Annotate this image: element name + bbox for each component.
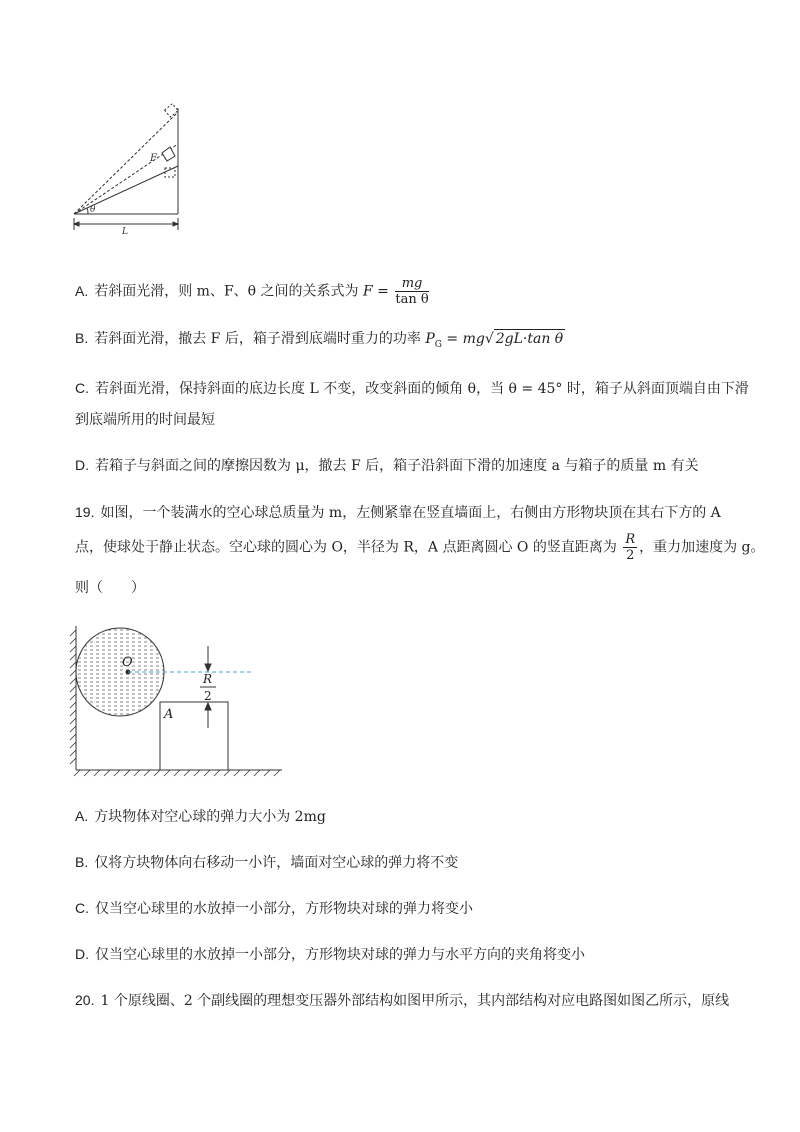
label-theta: θ (90, 205, 96, 215)
option-19-D: D. 仅当空心球里的水放掉一小部分，方形物块对球的弹力与水平方向的夹角将变小 (75, 946, 585, 963)
question-20-line1: 20. 1 个原线圈、2 个副线圈的理想变压器外部结构如图甲所示，其内部结构对应电路图如图乙所示，原线 (75, 992, 730, 1009)
label-F: F (150, 153, 157, 164)
option-18-A: A. 若斜面光滑，则 m、F、θ 之间的关系式为 F = $\frac{mg}{\text{tan θ}}$ (75, 276, 429, 307)
label-O: O (122, 655, 133, 670)
question-19-line3: 则（ ） (75, 580, 145, 596)
incline-figure (66, 100, 196, 240)
option-18-B: B. 若斜面光滑，撤去 F 后，箱子滑到底端时重力的功率 $P_G = mg√$ 2gL·tan θ (75, 330, 564, 350)
label-R: R (203, 672, 213, 686)
option-19-C: C. 仅当空心球里的水放掉一小部分，方形物块对球的弹力将变小 (75, 900, 473, 917)
formula-fraction: $\frac{mg}{\text{tan θ}}$ (395, 276, 429, 307)
label-A: A (164, 707, 174, 722)
option-19-A: A. 方块物体对空心球的弹力大小为 2mg (75, 808, 326, 825)
option-18-C-line1: C. 若斜面光滑，保持斜面的底边长度 L 不变，改变斜面的倾角 θ，当 θ = 45° 时，箱子从斜面顶端自由下滑 (75, 380, 749, 397)
sqrt-sign: √ (484, 331, 494, 347)
option-18-D: D. 若箱子与斜面之间的摩擦因数为 μ，撤去 F 后，箱子沿斜面下滑的加速度 a 与箱子的质量 m 有关 (75, 457, 699, 474)
option-19-B: B. 仅将方块物体向右移动一小许，墙面对空心球的弹力将不变 (75, 854, 459, 871)
option-18-C-line2: 到底端所用的时间最短 (75, 412, 215, 428)
sphere-figure (66, 620, 286, 780)
label-2: 2 (204, 689, 212, 703)
question-19-line1: 19. 如图，一个装满水的空心球总质量为 m，左侧紧靠在竖直墙面上，右侧由方形物块顶在其右下方的 A (75, 504, 721, 521)
r-over-2-fraction: $\frac{R}{2}$ (625, 532, 636, 563)
label-L: L (122, 227, 128, 237)
question-19-line2: 点，使球处于静止状态。空心球的圆心为 O，半径为 R，A 点距离圆心 O 的竖直距离为 $\frac{R}{2}$ ，重力加速度为 g。 (75, 532, 765, 563)
